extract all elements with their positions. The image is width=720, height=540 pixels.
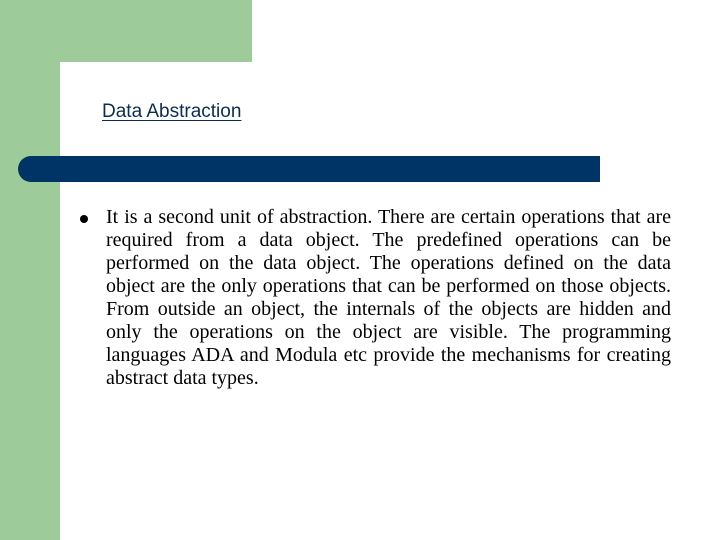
bullet-point-icon xyxy=(80,215,88,223)
green-side-band xyxy=(0,0,60,540)
slide-title: Data Abstraction xyxy=(102,101,242,122)
title-divider-bar xyxy=(18,156,600,182)
bullet-text: It is a second unit of abstraction. There are certain operations that are required from a data object. The predefined operations can be performed on the data object. The operations defined on the data object are the only operations that can be performed on those objects. From outside an object, the internals of the objects are hidden and only the operations on the object are visible. The programming languages ADA and Modula etc provide the mechanisms for creating abstract data types. xyxy=(106,206,671,389)
